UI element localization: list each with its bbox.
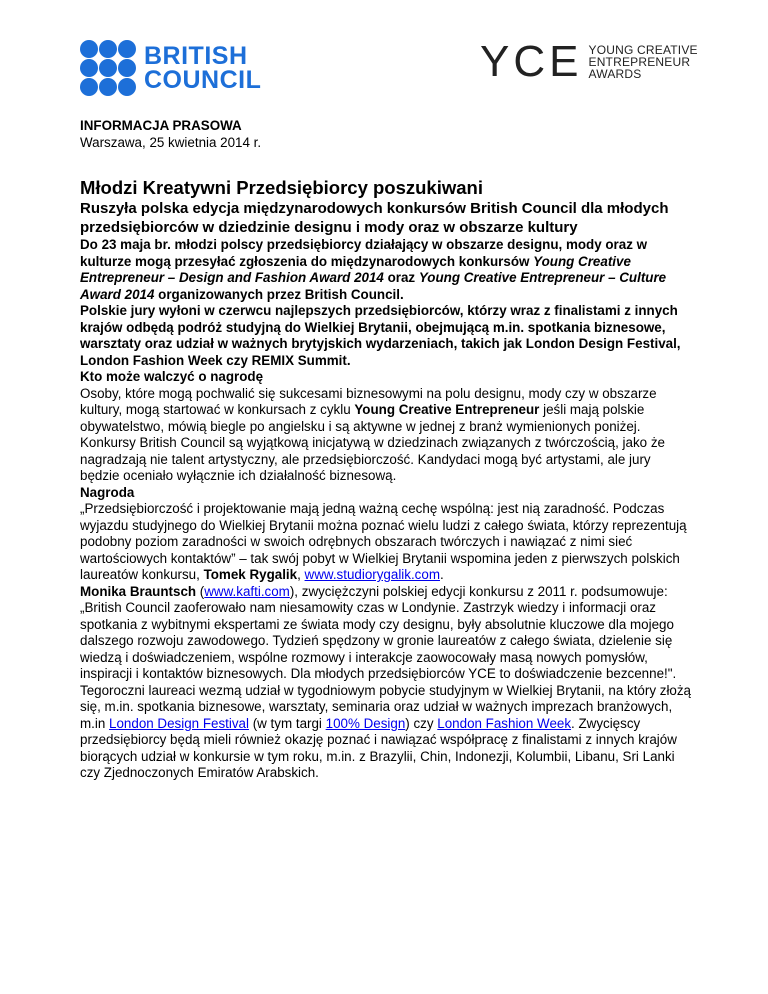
yce-wordmark: YOUNG CREATIVE ENTREPRENEUR AWARDS — [588, 43, 698, 81]
london-fashion-week-link[interactable]: London Fashion Week — [437, 715, 572, 731]
london-design-festival-link[interactable]: London Design Festival — [109, 715, 249, 731]
british-council-wordmark: BRITISH COUNCIL — [144, 42, 262, 94]
press-release-body — [80, 118, 692, 782]
quote-paragraph-1: „Przedsiębiorczość i projektowanie mają jedną ważną cechę wspólną: jest nią zaradność. Podczas wyjazdu studyjnego do Wielkiej Brytanii można poznać wielu ludzi z całego świata, którzy reprezentują podobny poziom zaradności w swoich odrębnych obszarach twórczych i nawiązać z nimi sieć wartościowych kontaktów” – tak swój pobyt w Wielkiej Brytanii wspomina jeden z pierwszych polskich laureatów konkursu, Tomek Rygalik, www.studiorygalik.com. — [80, 501, 687, 582]
studiorygalik-link[interactable]: www.studiorygalik.com — [304, 567, 440, 582]
eligibility-paragraph-2: Konkursy British Council są wyjątkową inicjatywą w dziedzinach związanych z twórczością, jako że nagradzają nie talent artystyczny, ale przedsiębiorczość. Kandydaci mogą być artystami, ale jury będzie oceniało wyłącznie ich działalność biznesową. — [80, 435, 665, 483]
yce-mark: YCE — [480, 37, 583, 86]
quote-paragraph-2: Monika Brauntsch (www.kafti.com), zwyciężczyni polskiej edycji konkursu z 2011 r. podsumowuje: „British Council zaoferowało nam niesamowity czas w Londynie. Zastrzyk wiedzy i informacji oraz spotkania z wybitnymi ekspertami ze świata mody czy designu, były absolutnie kluczowe dla mojego dalszego rozwoju zawodowego. Tydzień spędzony w gronie laureatów z całego świata, dzielenie się wiedzą i doświadczeniem, wspólne rozmowy i interakcje zaowocowały masą nowych pomysłów, inspiracji i kontaktów biznesowych. Dla młodych przedsiębiorców YCE to doświadczenie bezcenne!". — [80, 583, 677, 681]
section-heading-prize: Nagroda — [80, 484, 135, 500]
british-council-dots-icon — [80, 40, 136, 96]
lead-paragraph-1: Do 23 maja br. młodzi polscy przedsiębiorcy działający w obszarze designu, mody oraz w kulturze mogą przesyłać zgłoszenia do międzynarodowych konkursów Young Creative Entrepreneur – Design and Fashion Award 2014 oraz Young Creative Entrepreneur – Culture Award 2014 organizowanych przez British Council. — [80, 237, 667, 302]
section-heading-eligibility: Kto może walczyć o nagrodę — [80, 369, 264, 384]
final-paragraph: Tegoroczni laureaci wezmą udział w tygodniowym pobycie studyjnym w Wielkiej Brytanii, na który złożą się, m.in. spotkania biznesowe, warsztaty, seminaria oraz udział w ważnych imprezach branżowych, m.in London Design Festival (w tym targi 100% Design) czy London Fashion Week. Zwycięscy przedsiębiorcy będą mieli również okazję poznać i nawiązać współpracę z finalistami z innych krajów biorących udział w konkursie w tym roku, m.in. z Brazylii, Chin, Indonezji, Kolumbii, Libanu, Sri Lanki czy Zjednoczonych Emiratów Arabskich. — [80, 682, 692, 780]
page-title: Młodzi Kreatywni Przedsiębiorcy poszukiwani — [80, 177, 483, 198]
kafti-link[interactable]: www.kafti.com — [204, 583, 290, 599]
100-design-link[interactable]: 100% Design — [325, 715, 406, 731]
lead-paragraph-2: Polskie jury wyłoni w czerwcu najlepszych przedsiębiorców, którzy wraz z finalistami z innych krajów odbędą podróż studyjną do Wielkiej Brytanii, obejmującą m.in. spotkania biznesowe, warsztaty oraz udział w ważnych brytyjskich wydarzeniach, takich jak London Design Festival, London Fashion Week czy REMIX Summit. — [80, 303, 681, 368]
release-date: Warszawa, 25 kwietnia 2014 r. — [80, 134, 262, 150]
british-council-logo — [80, 40, 261, 96]
eligibility-paragraph-1: Osoby, które mogą pochwalić się sukcesami biznesowymi na polu designu, mody czy w obszarze kultury, mogą startować w konkursach z cyklu Young Creative Entrepreneur jeśli mają polskie obywatelstwo, mówią biegle po angielsku i są aktywne w jednej z branż wymienionych poniżej. — [80, 385, 657, 434]
yce-logo — [480, 37, 698, 86]
press-label: INFORMACJA PRASOWA — [80, 118, 242, 133]
subtitle: Ruszyła polska edycja międzynarodowych konkursów British Council dla młodych przedsiębiorców w dziedzinie designu i mody oraz w obszarze kultury — [80, 200, 669, 236]
